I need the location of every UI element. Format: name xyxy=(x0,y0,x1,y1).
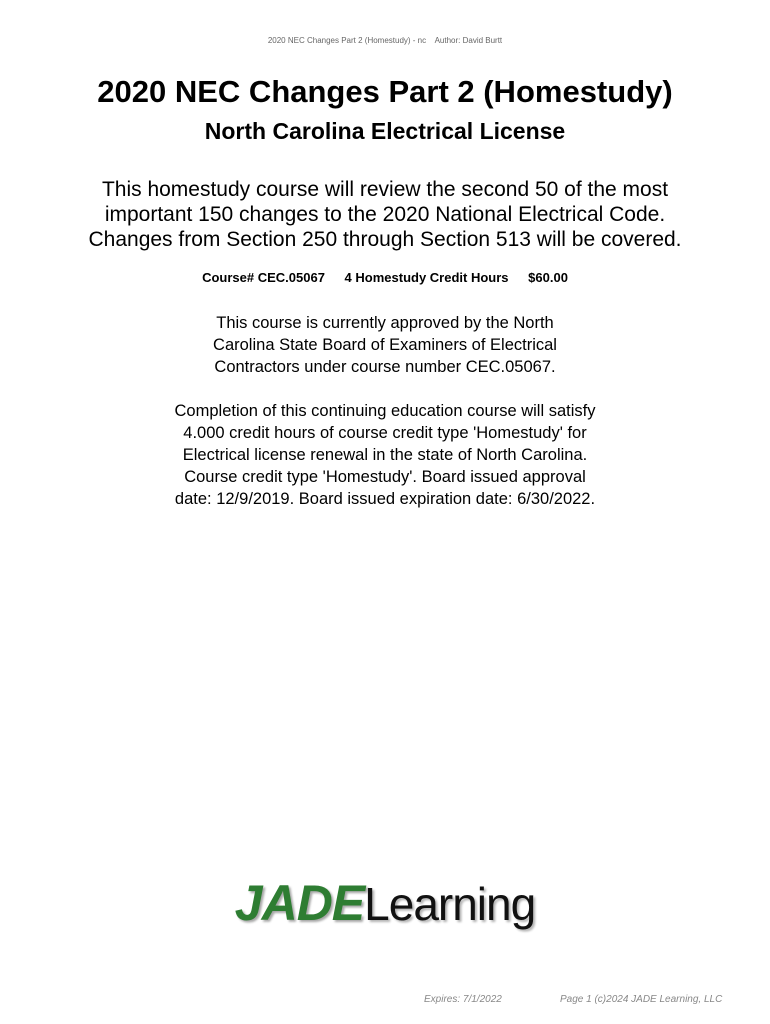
footer-page-number: Page 1 (c)2024 JADE Learning, LLC xyxy=(560,994,723,1005)
document-subtitle: North Carolina Electrical License xyxy=(204,118,566,144)
course-price: $60.00 xyxy=(528,270,568,285)
credit-hours: 4 Homestudy Credit Hours xyxy=(344,270,509,285)
logo-jade-text: JADE xyxy=(234,875,365,931)
course-number: Course# CEC.05067 xyxy=(202,270,325,285)
approval-paragraph: This course is currently approved by the North Carolina State Board of Examiners of Electrical Contractors under course number CEC.05067. xyxy=(213,314,557,376)
course-info-row xyxy=(0,270,770,285)
intro-paragraph: This homestudy course will review the second 50 of the most important 150 changes to the 2020 National Electrical Code. Changes from Section 250 through Section 513 will be covered. xyxy=(88,178,682,251)
footer-expires: Expires: 7/1/2022 xyxy=(424,994,502,1005)
completion-paragraph: Completion of this continuing education course will satisfy 4.000 credit hours of course credit type 'Homestudy' for Electrical license renewal in the state of North Carolina. Course credit type 'Homestudy'. Board issued approval date: 12/9/2019. Board issued expiration date: 6/30/2022. xyxy=(174,402,596,508)
jade-learning-logo xyxy=(0,875,770,931)
document-title: 2020 NEC Changes Part 2 (Homestudy) xyxy=(97,74,673,109)
running-header: 2020 NEC Changes Part 2 (Homestudy) - nc Author: David Burtt xyxy=(267,36,503,45)
logo-learning-text: Learning xyxy=(364,878,536,930)
